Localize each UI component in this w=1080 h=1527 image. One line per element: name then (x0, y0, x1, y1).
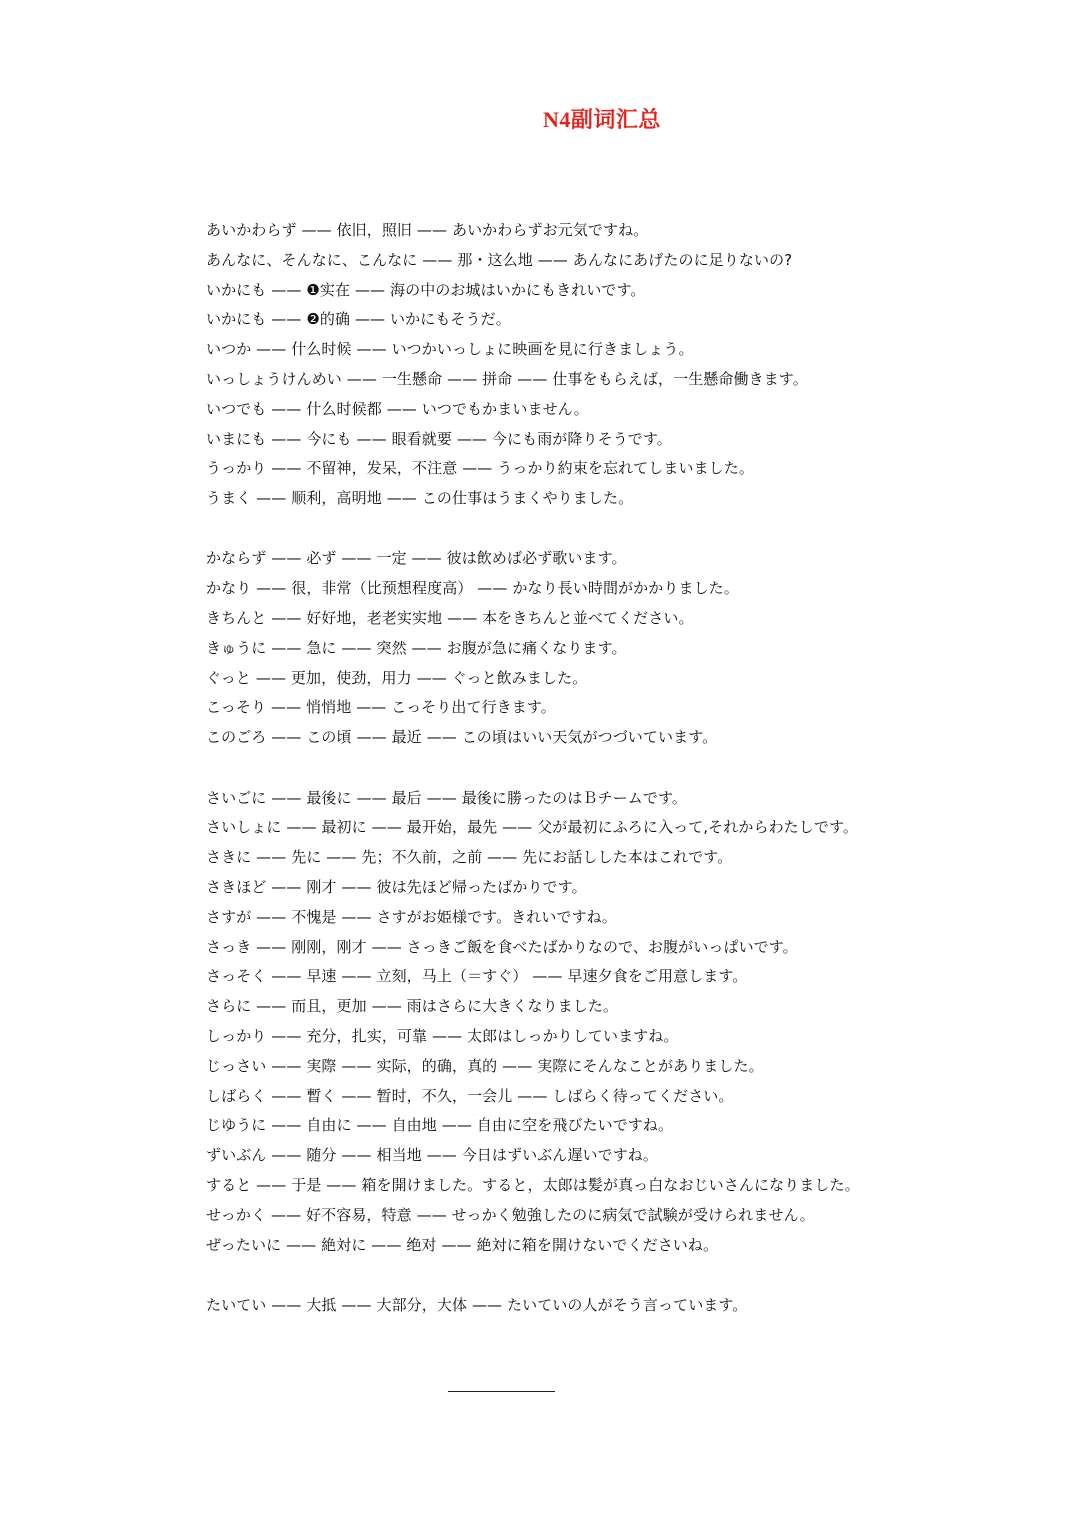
vocabulary-entry: うっかり —— 不留神，发呆，不注意 —— うっかり約束を忘れてしまいました。 (206, 459, 754, 478)
vocabulary-entry: さらに —— 而且，更加 —— 雨はさらに大きくなりました。 (206, 997, 619, 1016)
vocabulary-section (206, 1291, 1040, 1321)
vocabulary-entry: さきほど —— 刚才 —— 彼は先ほど帰ったばかりです。 (206, 877, 587, 896)
vocabulary-entry: いつか —— 什么时候 —— いつかいっしょに映画を見に行きましょう。 (206, 340, 694, 359)
vocabulary-entry: ぐっと —— 更加，使劲，用力 —— ぐっと飲みました。 (206, 668, 588, 687)
vocabulary-entry: いかにも —— ❶实在 —— 海の中のお城はいかにもきれいです。 (206, 280, 646, 299)
vocabulary-entry: ぜったいに —— 絶対に —— 绝对 —— 絶対に箱を開けないでくださいね。 (206, 1235, 719, 1254)
vocabulary-entry: うまく —— 顺利，高明地 —— この仕事はうまくやりました。 (206, 489, 634, 508)
vocabulary-entry: いつでも —— 什么时候都 —— いつでもかまいません。 (206, 399, 589, 418)
vocabulary-entry: さいしょに —— 最初に —— 最开始，最先 —— 父が最初にふろに入って,それからわたしです。 (206, 818, 858, 837)
vocabulary-entry: せっかく —— 好不容易，特意 —— せっかく勉強したのに病気で試験が受けられません。 (206, 1205, 815, 1224)
vocabulary-entry: しばらく —— 暫く —— 暂时，不久，一会儿 —— しばらく待ってください。 (206, 1086, 734, 1105)
vocabulary-entry: このごろ —— この頃 —— 最近 —— この頃はいい天気がつづいています。 (206, 728, 718, 747)
vocabulary-entry: さっき —— 刚刚，刚才 —— さっきご飯を食べたばかりなので、お腹がいっぱいです。 (206, 937, 798, 956)
vocabulary-entry: じゆうに —— 自由に —— 自由地 —— 自由に空を飛びたいですね。 (206, 1116, 674, 1135)
vocabulary-entry: さっそく —— 早速 —— 立刻，马上（＝すぐ） —— 早速夕食をご用意します。 (206, 967, 748, 986)
vocabulary-entry: さいごに —— 最後に —— 最后 —— 最後に勝ったのはＢチームです。 (206, 788, 688, 807)
vocabulary-entry: かならず —— 必ず —— 一定 —— 彼は飲めば必ず歌います。 (206, 549, 627, 568)
vocabulary-entry: さきに —— 先に —— 先；不久前，之前 —— 先にお話しした本はこれです。 (206, 848, 733, 867)
vocabulary-list (206, 216, 1040, 1351)
vocabulary-entry: じっさい —— 実際 —— 实际，的确，真的 —— 実際にそんなことがありました。 (206, 1056, 764, 1075)
vocabulary-entry: さすが —— 不愧是 —— さすがお姫様です。きれいですね。 (206, 907, 617, 926)
vocabulary-entry: ずいぶん —— 随分 —— 相当地 —— 今日はずいぶん遅いですね。 (206, 1146, 659, 1165)
vocabulary-section (206, 784, 1040, 1261)
vocabulary-entry: いかにも —— ❷的确 —— いかにもそうだ。 (206, 310, 511, 329)
vocabulary-entry: いっしょうけんめい —— 一生懸命 —— 拼命 —— 仕事をもらえば，一生懸命働きます。 (206, 369, 808, 388)
page-title: N4副词汇总 (543, 107, 661, 132)
vocabulary-entry: いまにも —— 今にも —— 眼看就要 —— 今にも雨が降りそうです。 (206, 429, 672, 448)
vocabulary-entry: きちんと —— 好好地，老老实实地 —— 本をきちんと並べてください。 (206, 609, 694, 628)
vocabulary-entry: こっそり —— 悄悄地 —— こっそり出て行きます。 (206, 698, 556, 717)
vocabulary-entry: しっかり —— 充分，扎实，可靠 —— 太郎はしっかりしていますね。 (206, 1026, 679, 1045)
footer-rule (448, 1391, 555, 1392)
vocabulary-entry: きゅうに —— 急に —— 突然 —— お腹が急に痛くなります。 (206, 638, 627, 657)
vocabulary-entry: かなり —— 很，非常（比预想程度高） —— かなり長い時間がかかりました。 (206, 579, 739, 598)
vocabulary-entry: あいかわらず —— 依旧，照旧 —— あいかわらずお元気ですね。 (206, 221, 649, 239)
vocabulary-section (206, 544, 1040, 753)
vocabulary-section (206, 216, 1040, 514)
vocabulary-entry: たいてい —— 大抵 —— 大部分，大体 —— たいていの人がそう言っています。 (206, 1295, 748, 1314)
vocabulary-entry: すると —— 于是 —— 箱を開けました。すると，太郎は髪が真っ白なおじいさんになりました。 (206, 1175, 860, 1194)
vocabulary-entry: あんなに、そんなに、こんなに —— 那・这么地 —— あんなにあげたのに足りないの? (206, 250, 793, 269)
